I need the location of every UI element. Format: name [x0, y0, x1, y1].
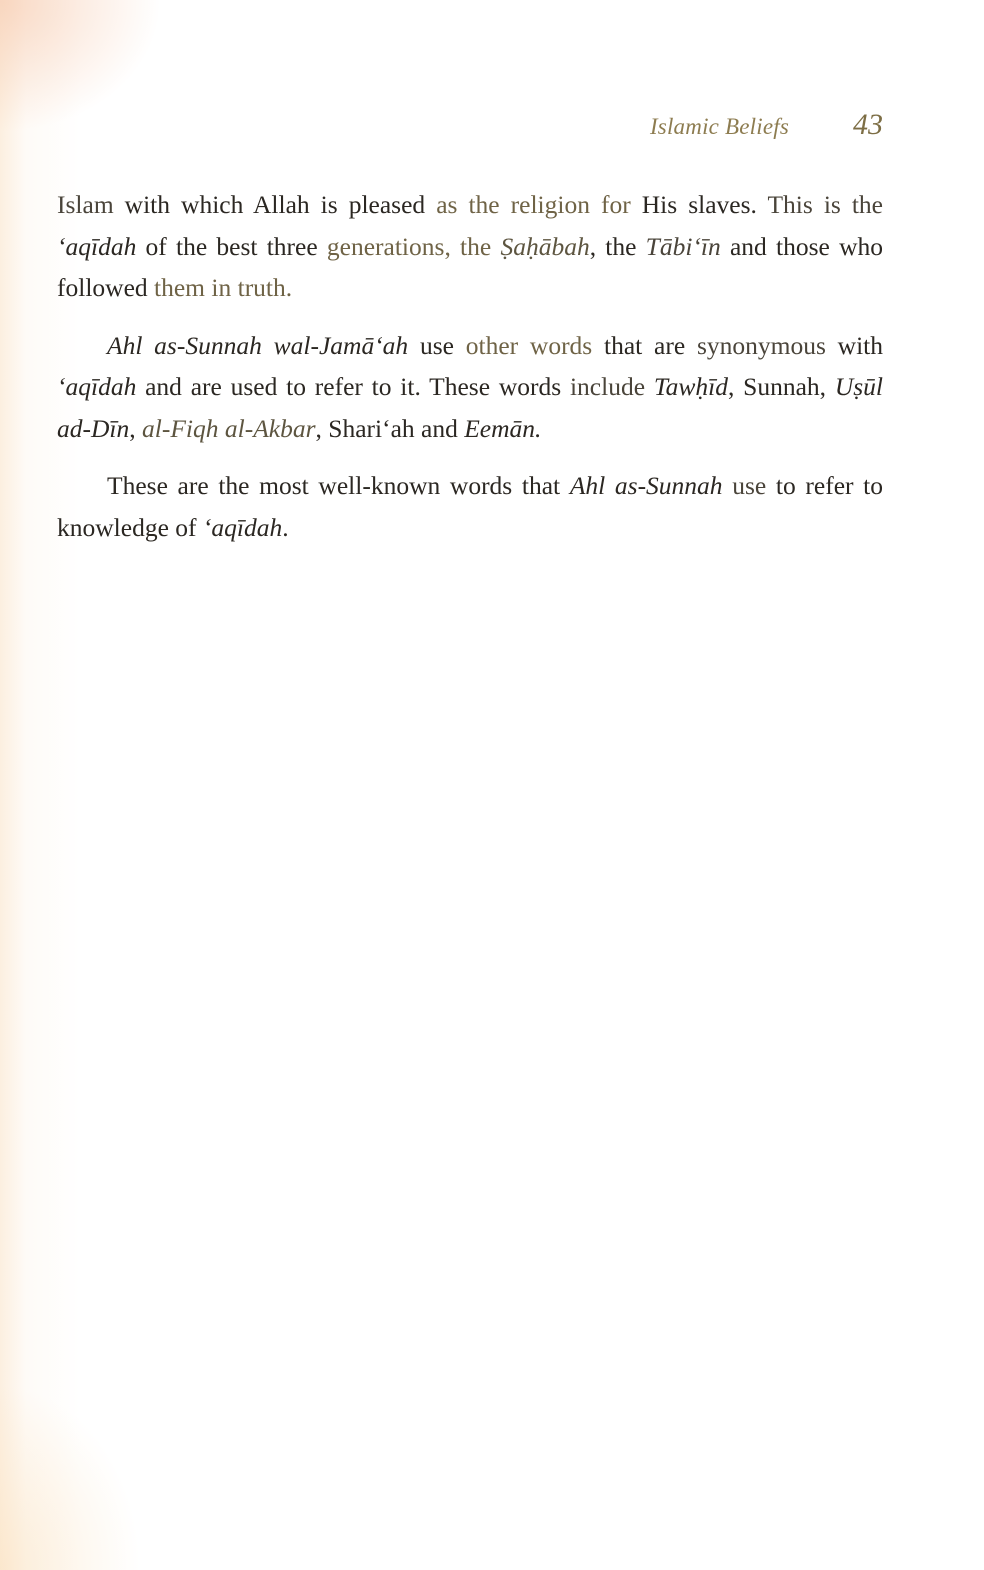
running-head-title: Islamic Beliefs — [649, 114, 789, 139]
paragraph-3: These are the most well-known words that Ahl as-Sunnah use to refer to knowledge of ‘aqīdah. — [57, 471, 884, 542]
running-head — [57, 108, 883, 142]
page-number: 43 — [853, 108, 883, 141]
paragraph-1: Islam with which Allah is pleased as the religion for His slaves. This is the ‘aqīdah of the best three generations, the Ṣaḥābah, the Tābi‘īn and those who followed them in truth. — [57, 190, 884, 302]
page-content — [57, 0, 883, 548]
paragraph-2: Ahl as-Sunnah wal-Jamā‘ah use other words that are synonymous with ‘aqīdah and are used to refer to it. These words include Tawḥīd, Sunnah, Uṣūl ad-Dīn, al-Fiqh al-Akbar, Shari‘ah and Eemān. — [57, 330, 884, 443]
body-text — [57, 184, 883, 548]
